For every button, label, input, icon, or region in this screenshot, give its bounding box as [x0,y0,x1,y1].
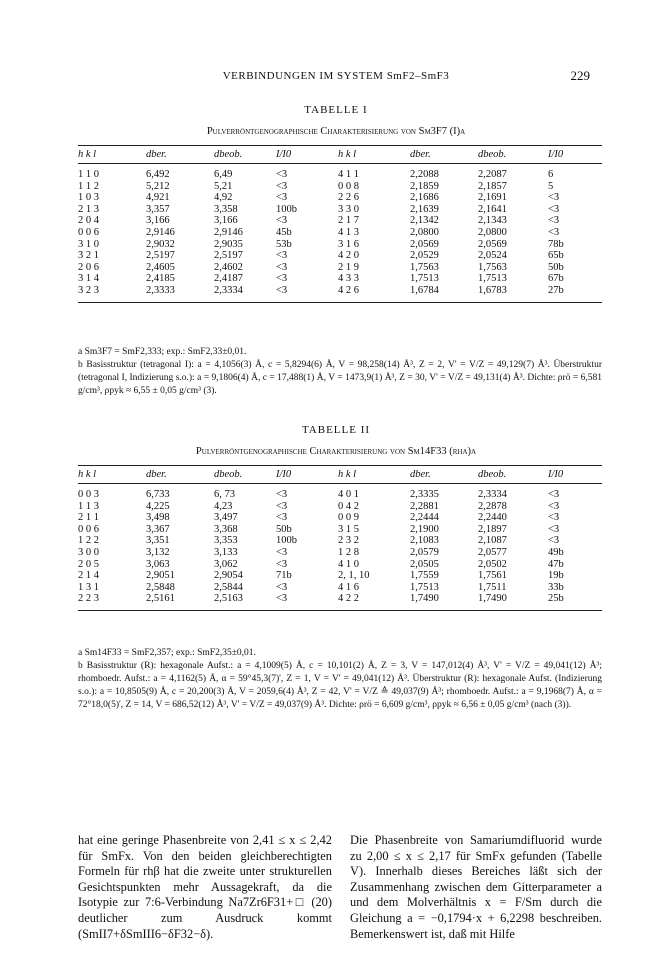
table-cell: 47b [548,558,564,570]
table-cell: 4,225 [146,500,170,512]
table-cell: 2,9035 [214,238,243,250]
table1-col-header: h k l [338,149,357,160]
table-cell: 5 [548,180,554,192]
table-cell: 2,1083 [410,535,439,547]
table-cell: <3 [548,489,560,500]
table-cell: 3,063 [146,558,170,570]
table-cell: 2, 1, 10 [338,570,370,582]
table-row [78,582,602,594]
table2-col-header: dbeob. [478,469,507,480]
table-cell: 2,0505 [410,558,439,570]
table-cell: 2,1342 [410,215,439,227]
table-cell: 4 1 3 [338,226,359,238]
body-column-right [350,833,602,942]
table-cell: 3 2 1 [78,250,99,262]
table-cell: 4 2 0 [338,250,359,262]
table-cell: 3,133 [214,546,238,558]
table-cell: 2,4602 [214,261,243,273]
table2-col-header: I/I0 [276,469,292,480]
table-cell: 1 2 2 [78,535,99,547]
table-cell: 2,5161 [146,593,175,605]
table-cell: 2 1 1 [78,512,99,524]
table-cell: 2,4605 [146,261,175,273]
table-cell: 2,9146 [214,226,243,238]
table-cell: 2 2 6 [338,192,359,204]
table-cell: 2,1857 [478,180,507,192]
table-cell: 1 1 2 [78,180,99,192]
table-cell: 3,351 [146,535,170,547]
table-cell: 2 0 6 [78,261,99,273]
table1-col-header: dbeob. [214,149,243,160]
table-cell: 3,353 [214,535,238,547]
table-cell: 1,7513 [478,273,507,285]
table-row [78,204,602,216]
table-cell: <3 [276,169,288,180]
table2-note-a: a Sm14F33 = SmF2,357; exp.: SmF2,35±0,01. [78,648,256,658]
table-cell: 2,0502 [478,558,507,570]
table-cell: <3 [548,226,560,238]
table-cell: <3 [276,250,288,262]
table2-label: TABELLE II [301,424,371,436]
table-cell: 2,5163 [214,593,243,605]
table-cell: <3 [548,203,560,215]
table-cell: 2 2 3 [78,593,99,605]
table-cell: 3,062 [214,558,238,570]
table-row [78,559,602,571]
running-title: VERBINDUNGEN IM SYSTEM SmF2–SmF3 [222,70,450,82]
table-cell: 2,1897 [478,523,507,535]
table-cell: 19b [548,570,564,582]
table-cell: 2,5844 [214,581,243,593]
table1 [78,145,602,303]
table-cell: 4 1 6 [338,581,359,593]
table2-note-b: b Basisstruktur (R): hexagonale Aufst.: a = 4,1009(5) Å, c = 10,101(2) Å, Z = 3, V = 147,012(4) Å³, V' = V/Z = 49,041(12) Å³; rhomboedr. Aufst.: a = 4,1162(5) Å, α = 59°45,3(7)', Z = 1, V = V' = 49,041(12) Å³. Überstruktur (R): hexagonale Aufst. (Indizierung s.o.): a = 10,8505(9) Å, c = 20,200(3) Å, V = 2059,6(4) Å³, Z = 42, V' = V/Z ≙ 49,037(9) Å³; rhomboedr. Aufst.: a = 9,1968(7) Å, α = 72°18,0(5)', Z = 14, V = 686,52(12) Å³, V' = V/Z = 49,037(9) Å³. Dichte: ρrö = 6,609 g/cm³, ρpyk ≈ 6,56 ± 0,05 g/cm³ (nach (3)). [78,661,602,710]
table-cell: 1,7490 [410,593,439,605]
table-cell: <3 [548,500,560,512]
table-cell: 1,6783 [478,284,507,296]
table-cell: 2,9051 [146,570,175,582]
table1-notes [78,346,602,398]
table-cell: 2,4185 [146,273,175,285]
table-cell: 2,0800 [478,226,507,238]
table-cell: 2,0569 [478,238,507,250]
table-row [78,501,602,513]
table-cell: 2 3 2 [338,535,359,547]
table-cell: 2,2440 [478,512,507,524]
table-cell: 2 0 4 [78,215,99,227]
table-cell: 0 4 2 [338,500,359,512]
table-cell: 1,7490 [478,593,507,605]
table-cell: 3,357 [146,203,170,215]
table-cell: <3 [276,500,288,512]
table-cell: 2,3335 [410,489,439,500]
table-cell: <3 [276,546,288,558]
table-cell: 3 1 0 [78,238,99,250]
table-cell: 1,7563 [410,261,439,273]
table-row [78,273,602,285]
table-cell: 1,7563 [478,261,507,273]
table2-col-header: h k l [78,469,97,480]
table2-body [78,484,602,611]
table-cell: 3 3 0 [338,203,359,215]
table2-header-row [78,466,602,484]
table-cell: 3 1 5 [338,523,359,535]
table-cell: 65b [548,250,564,262]
table-cell: 3,132 [146,546,170,558]
table-row [78,215,602,227]
table2-caption: Pulverröntgenographische Charakterisierung von Sm14F33 (rhα)a [195,446,477,457]
table-cell: 2,5848 [146,581,175,593]
table-row [78,164,602,181]
table-row [78,570,602,582]
table-cell: <3 [276,180,288,192]
table-cell: <3 [548,523,560,535]
table2-col-header: h k l [338,469,357,480]
table1-caption: Pulverröntgenographische Charakterisierung von Sm3F7 (I)a [206,126,466,137]
table1-note-a: a Sm3F7 = SmF2,333; exp.: SmF2,33±0,01. [78,347,247,357]
table-cell: 2,4187 [214,273,243,285]
table-cell: 2,9146 [146,226,175,238]
table-cell: <3 [276,593,288,605]
page-number: 229 [570,68,590,83]
table-cell: 2,1691 [478,192,507,204]
table-cell: <3 [276,581,288,593]
table-cell: 3,358 [214,203,238,215]
table-cell: 3,498 [146,512,170,524]
table-cell: <3 [276,284,288,296]
table1-body [78,164,602,303]
table2-notes [78,647,602,712]
table-cell: 4,921 [146,192,170,204]
table-cell: 2 1 3 [78,203,99,215]
table-cell: 2,0577 [478,546,507,558]
table-cell: <3 [276,558,288,570]
table-row [78,524,602,536]
table2-col-header: I/I0 [548,469,564,480]
table-cell: 50b [548,261,564,273]
table-cell: 78b [548,238,564,250]
table-cell: 1 3 1 [78,581,99,593]
table-cell: 1,7513 [410,273,439,285]
table-cell: 4 1 1 [338,169,359,180]
table-cell: 1,7511 [478,581,507,593]
table-cell: 2 1 9 [338,261,359,273]
table-cell: 67b [548,273,564,285]
table-cell: 27b [548,284,564,296]
table-cell: 2 1 7 [338,215,359,227]
table-row [78,262,602,274]
table1-col-header: dber. [146,149,167,160]
table-cell: 49b [548,546,564,558]
table-cell: <3 [276,489,288,500]
table-cell: 5,212 [146,180,170,192]
table-row [78,484,602,501]
table-cell: <3 [276,261,288,273]
table-cell: 33b [548,581,564,593]
table-cell: 4 0 1 [338,489,359,500]
table-cell: 1 1 0 [78,169,99,180]
table-cell: 4,92 [214,192,233,204]
table-cell: 2,0579 [410,546,439,558]
table-cell: 2,5197 [146,250,175,262]
table-cell: 100b [276,203,297,215]
table-cell: 2,1639 [410,203,439,215]
table-cell: 3 1 4 [78,273,99,285]
table-cell: 3,497 [214,512,238,524]
table-cell: 4 2 6 [338,284,359,296]
table-cell: <3 [548,192,560,204]
table-row [78,547,602,559]
table-cell: 3 0 0 [78,546,99,558]
table-cell: 71b [276,570,292,582]
table-cell: 6, 73 [214,489,235,500]
table-row [78,512,602,524]
table-cell: 2,9054 [214,570,243,582]
table-cell: 0 0 8 [338,180,359,192]
table-cell: 50b [276,523,292,535]
table-cell: 1,7513 [410,581,439,593]
table-cell: 6,733 [146,489,170,500]
table-cell: 3 1 6 [338,238,359,250]
table-cell: 0 0 6 [78,226,99,238]
table-cell: 1 2 8 [338,546,359,558]
table1-col-header: I/I0 [548,149,564,160]
table-cell: 3,166 [146,215,170,227]
table-cell: 2,3334 [214,284,243,296]
table-cell: 100b [276,535,297,547]
table-cell: 3 2 3 [78,284,99,296]
table1-col-header: I/I0 [276,149,292,160]
table-cell: 2,0524 [478,250,507,262]
table-cell: 2,1343 [478,215,507,227]
table-cell: 6,49 [214,169,233,180]
table-cell: 2,1686 [410,192,439,204]
table-cell: 1,7559 [410,570,439,582]
table1-col-header: h k l [78,149,97,160]
table-cell: 53b [276,238,292,250]
table-row [78,250,602,262]
table-cell: <3 [548,535,560,547]
table-cell: 2,2444 [410,512,439,524]
table2-col-header: dber. [146,469,167,480]
table-cell: <3 [276,273,288,285]
table-cell: 0 0 3 [78,489,99,500]
table-row [78,192,602,204]
table-cell: 25b [548,593,564,605]
table1-col-header: dbeob. [478,149,507,160]
table-cell: 1,7561 [478,570,507,582]
table-cell: 2,1900 [410,523,439,535]
table-cell: 2,2088 [410,169,439,180]
table-cell: <3 [276,215,288,227]
table-cell: 2,3334 [478,489,507,500]
paragraph-left: hat eine geringe Phasenbreite von 2,41 ≤ x ≤ 2,42 für SmFx. Von den beiden gleichberechtigten Formeln für rhβ hat die zweite unter strukturellen Gesichtspunkten mehr Aussagekraft, da die Isotypie zur 7:6-Verbindung Na7Zr6F31+□ (20) deutlicher zum Ausdruck kommt (SmII7+δSmIII6−δF32−δ). [78,833,332,941]
table-cell: 1 1 3 [78,500,99,512]
table-cell: 4 2 2 [338,593,359,605]
table-cell: 2,0529 [410,250,439,262]
table-cell: 4,23 [214,500,233,512]
table-cell: <3 [276,192,288,204]
table-row [78,285,602,302]
table-cell: 2,1641 [478,203,507,215]
table-cell: <3 [548,512,560,524]
table-row [78,239,602,251]
table-cell: 1,6784 [410,284,439,296]
table-row [78,593,602,610]
table-cell: 2,1859 [410,180,439,192]
table-cell: 0 0 6 [78,523,99,535]
table-cell: 2,3333 [146,284,175,296]
table-cell: 2 0 5 [78,558,99,570]
table-cell: <3 [276,512,288,524]
table-cell: 6,492 [146,169,170,180]
table-cell: 1 0 3 [78,192,99,204]
body-column-left [78,833,332,942]
table-cell: 3,367 [146,523,170,535]
table-row [78,227,602,239]
table-cell: 3,166 [214,215,238,227]
table-cell: 45b [276,226,292,238]
table-cell: 5,21 [214,180,233,192]
table-cell: 6 [548,169,554,180]
table1-header-row [78,146,602,164]
table2 [78,465,602,611]
table-cell: 2,0800 [410,226,439,238]
table-cell: <3 [548,215,560,227]
table-cell: 3,368 [214,523,238,535]
table-cell: 2,9032 [146,238,175,250]
table-row [78,535,602,547]
table-cell: 4 1 0 [338,558,359,570]
table1-col-header: dber. [410,149,431,160]
table2-col-header: dbeob. [214,469,243,480]
table-cell: 2,2878 [478,500,507,512]
table-cell: 2,5197 [214,250,243,262]
table-cell: 4 3 3 [338,273,359,285]
table-cell: 2,0569 [410,238,439,250]
paragraph-right: Die Phasenbreite von Samariumdifluorid wurde zu 2,00 ≤ x ≤ 2,17 für SmFx gefunden (Tabelle V). Innerhalb dieses Bereiches läßt sich der Zusammenhang zwischen dem Gitterparameter a und dem Molverhältnis x = F/Sm durch die Gleichung a = −0,1794·x + 6,2298 beschreiben. Bemerkenswert ist, daß mit Hilfe [350,833,602,941]
table-cell: 2,2881 [410,500,439,512]
table-cell: 2,2087 [478,169,507,180]
table1-note-b: b Basisstruktur (tetragonal I): a = 4,1056(3) Å, c = 5,8294(6) Å, V = 98,258(14) Å³, Z = 2, V' = V/Z = 49,129(7) Å³. Überstruktur (tetragonal I, Indizierung s.o.): a = 9,1806(4) Å, c = 17,488(1) Å, V = 1473,9(1) Å³, Z = 30, V' = V/Z = 49,131(4) Å³. Dichte: ρrö = 6,581 g/cm³, ρpyk ≈ 6,55 ± 0,05 g/cm³ (3). [78,360,602,396]
table-cell: 2,1087 [478,535,507,547]
table-cell: 2 1 4 [78,570,99,582]
table2-col-header: dber. [410,469,431,480]
table-row [78,181,602,193]
table1-label: TABELLE I [304,104,368,116]
table-cell: 0 0 9 [338,512,359,524]
